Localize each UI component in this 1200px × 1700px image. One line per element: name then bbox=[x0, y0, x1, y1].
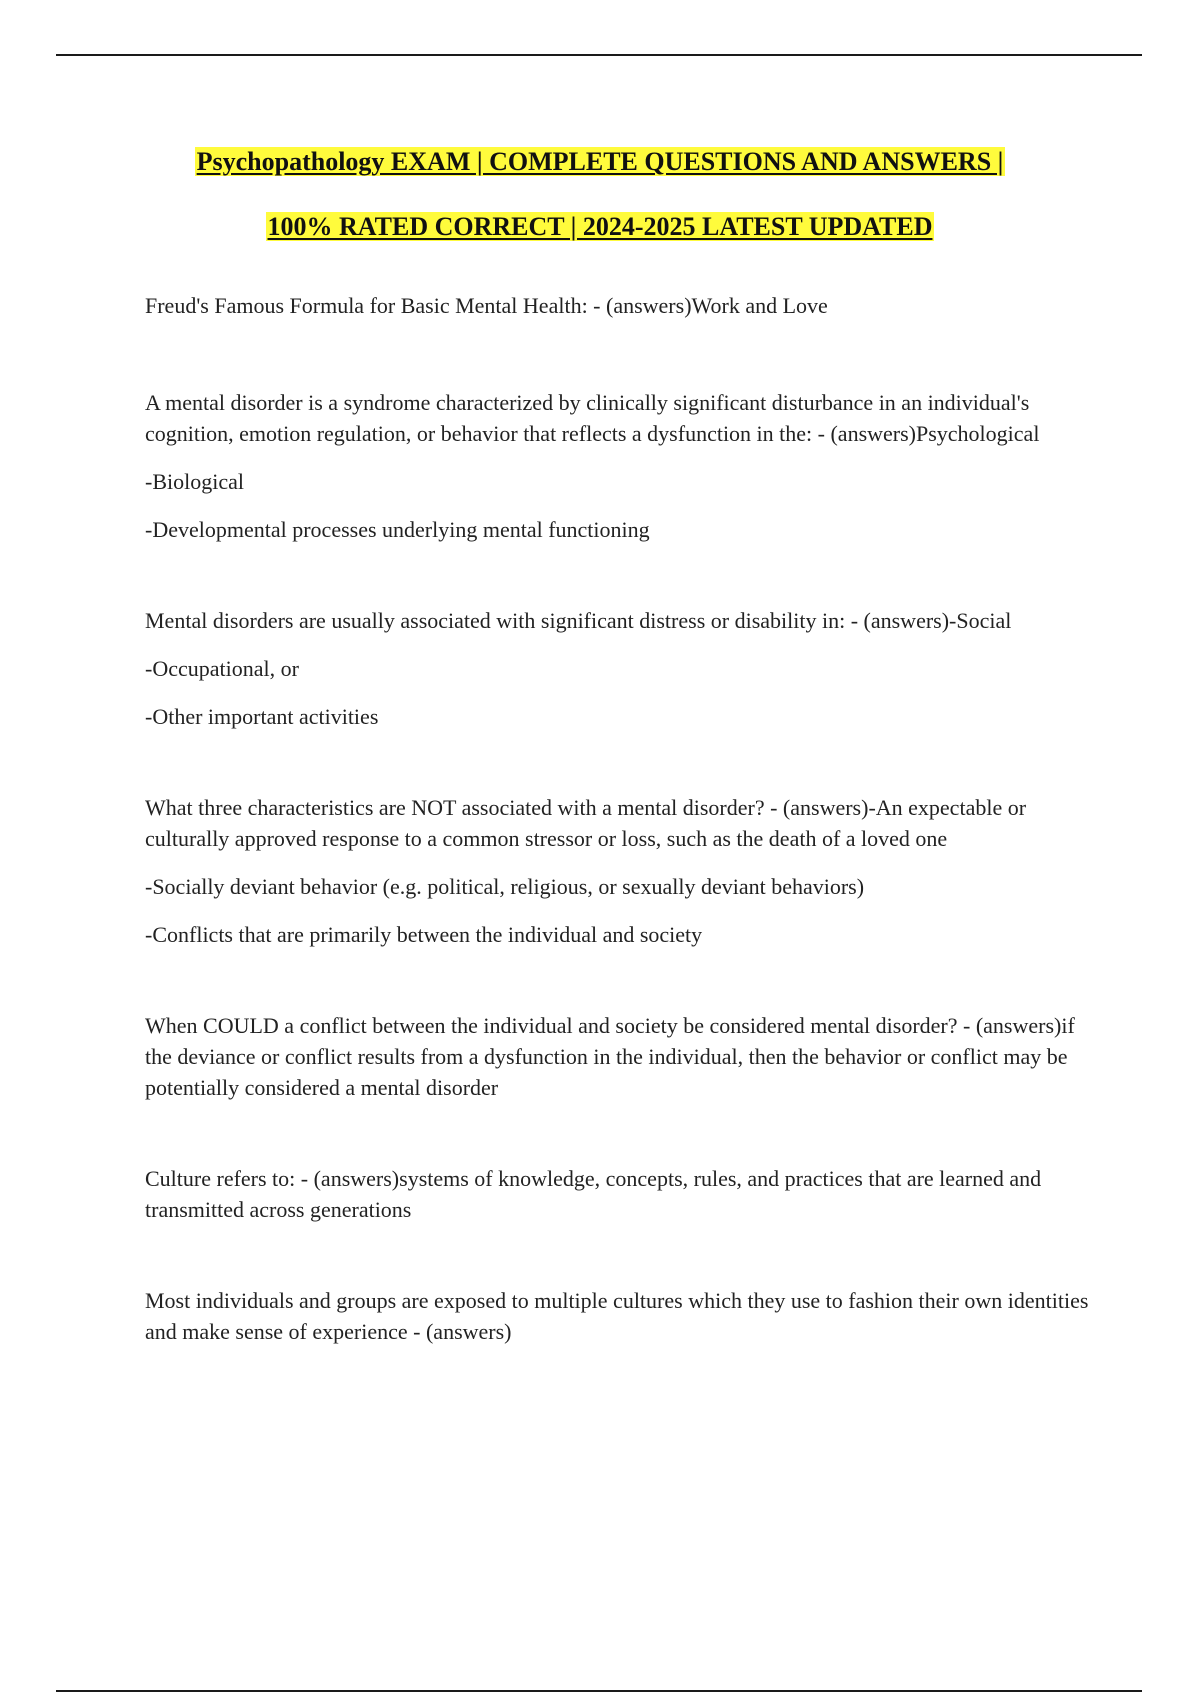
qa-item bbox=[145, 290, 1105, 321]
header-rule bbox=[56, 54, 1142, 56]
answer-item: -Other important activities bbox=[145, 704, 379, 729]
qa-item bbox=[145, 387, 1105, 545]
answer-item: -Developmental processes underlying mental functioning bbox=[145, 517, 650, 542]
document-title-line-2 bbox=[0, 212, 1200, 242]
question-text: Most individuals and groups are exposed to multiple cultures which they use to fashion their own identities and make sense of experience - (answers) bbox=[145, 1288, 1089, 1344]
answer-item: -Socially deviant behavior (e.g. political, religious, or sexually deviant behaviors) bbox=[145, 874, 865, 899]
answer-item: -Conflicts that are primarily between the individual and society bbox=[145, 922, 703, 947]
qa-item bbox=[145, 1163, 1105, 1225]
footer-rule bbox=[56, 1690, 1142, 1692]
question-text: What three characteristics are NOT associated with a mental disorder? - (answers)-An expectable or culturally approved response to a common stressor or loss, such as the death of a loved one bbox=[145, 795, 1027, 851]
question-text: Culture refers to: - (answers)systems of knowledge, concepts, rules, and practices that are learned and transmitted across generations bbox=[145, 1166, 1042, 1222]
qa-item bbox=[145, 1010, 1105, 1103]
qa-item bbox=[145, 1285, 1105, 1347]
qa-item bbox=[145, 792, 1105, 950]
title-highlight-1: Psychopathology EXAM | COMPLETE QUESTIONS AND ANSWERS | bbox=[196, 147, 1004, 176]
question-text: Mental disorders are usually associated with significant distress or disability in: - (answers)-Social bbox=[145, 608, 1012, 633]
question-text: Freud's Famous Formula for Basic Mental Health: - (answers)Work and Love bbox=[145, 293, 828, 318]
answer-item: -Biological bbox=[145, 469, 244, 494]
question-text: A mental disorder is a syndrome characterized by clinically significant disturbance in an individual's cognition, emotion regulation, or behavior that reflects a dysfunction in the: - (answers)Psychological bbox=[145, 390, 1040, 446]
answer-item: -Occupational, or bbox=[145, 656, 299, 681]
question-text: When COULD a conflict between the individual and society be considered mental disorder? - (answers)if the deviance or conflict results from a dysfunction in the individual, then the behavior or conflict may be potentially considered a mental disorder bbox=[145, 1013, 1075, 1100]
qa-item bbox=[145, 605, 1105, 732]
title-highlight-2: 100% RATED CORRECT | 2024-2025 LATEST UPDATED bbox=[267, 212, 933, 241]
qa-list bbox=[145, 290, 1105, 1407]
document-title-line-1 bbox=[0, 147, 1200, 177]
